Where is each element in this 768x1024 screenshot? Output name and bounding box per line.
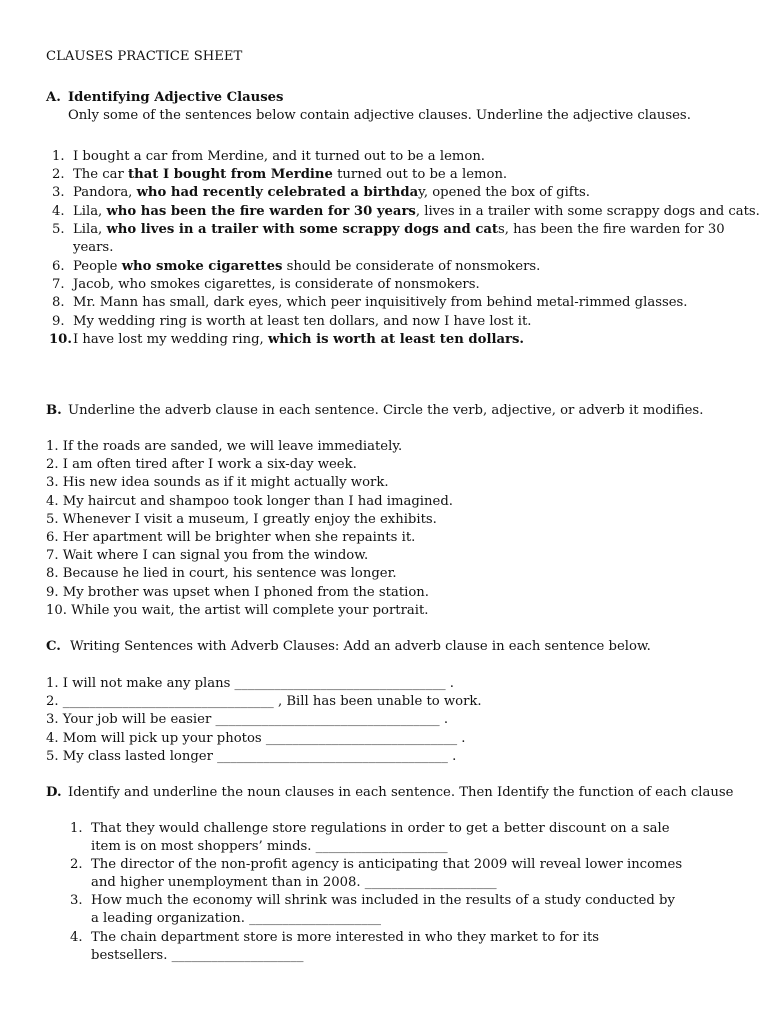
list-item-continuation: and higher unemployment than in 2008. ____________________ bbox=[91, 875, 497, 890]
list-item-number: 5. bbox=[52, 222, 65, 237]
list-item: 7. Wait where I can signal you from the window. bbox=[46, 548, 369, 564]
adjective-clause: that I bought from Merdine bbox=[128, 167, 333, 182]
list-item-number: 3. bbox=[70, 893, 83, 908]
section-b-instructions: Underline the adverb clause in each sentence. Circle the verb, adjective, or adverb it modifies. bbox=[68, 403, 704, 418]
adjective-clause: which is worth at least ten dollars. bbox=[267, 332, 524, 347]
list-item-text bbox=[73, 184, 590, 202]
sentence-fragment: s, has been the fire warden for 30 bbox=[498, 222, 725, 237]
list-item: 2. I am often tired after I work a six-day week. bbox=[46, 457, 357, 473]
list-item-text bbox=[73, 313, 531, 331]
list-item-number: 6. bbox=[52, 259, 65, 274]
list-item-number: 8. bbox=[52, 295, 65, 310]
list-item-number: 4. bbox=[52, 204, 65, 219]
list-item-text: That they would challenge store regulations in order to get a better discount on a sale bbox=[91, 821, 670, 836]
list-item-text: The chain department store is more interested in who they market to for its bbox=[91, 930, 600, 945]
list-item-text bbox=[73, 294, 688, 312]
sentence-fragment: I have lost my wedding ring, bbox=[73, 332, 268, 347]
list-item-continuation: years. bbox=[73, 240, 114, 255]
list-item-continuation: item is on most shoppers’ minds. ____________________ bbox=[91, 839, 448, 854]
list-item: 10. While you wait, the artist will complete your portrait. bbox=[46, 602, 429, 618]
list-item: 1. I will not make any plans ________________________________ . bbox=[46, 676, 454, 691]
section-b-letter: B. bbox=[46, 403, 62, 418]
section-c-instructions: Writing Sentences with Adverb Clauses: Add an adverb clause in each sentence below. bbox=[70, 639, 651, 654]
sentence-fragment: Pandora, bbox=[73, 185, 137, 200]
list-item-text bbox=[73, 148, 485, 166]
list-item: 6. Her apartment will be brighter when she repaints it. bbox=[46, 530, 416, 545]
list-item: 5. My class lasted longer ___________________________________ . bbox=[46, 748, 457, 764]
list-item-text bbox=[73, 331, 524, 349]
sentence-fragment: The car bbox=[73, 167, 129, 182]
sentence-fragment: should be considerate of nonsmokers. bbox=[282, 259, 541, 274]
list-item-text bbox=[73, 203, 760, 221]
list-item-text bbox=[73, 166, 507, 184]
list-item-text bbox=[73, 258, 540, 276]
list-item-number: 3. bbox=[52, 185, 65, 200]
sentence-fragment: Lila, bbox=[73, 204, 107, 219]
section-a-letter: A. bbox=[46, 90, 61, 105]
sentence-fragment: I bought a car from Merdine, and it turned out to be a lemon. bbox=[73, 149, 485, 164]
list-item-text bbox=[73, 221, 725, 239]
list-item-text: The director of the non-profit agency is anticipating that 2009 will reveal lower incomes bbox=[91, 857, 683, 872]
list-item: 1. If the roads are sanded, we will leave immediately. bbox=[46, 439, 403, 454]
list-item-text bbox=[73, 276, 480, 294]
sentence-fragment: turned out to be a lemon. bbox=[332, 167, 508, 182]
list-item: 5. Whenever I visit a museum, I greatly enjoy the exhibits. bbox=[46, 511, 437, 527]
sentence-fragment: Jacob, who smokes cigarettes, is considerate of nonsmokers. bbox=[73, 277, 480, 292]
list-item: 4. My haircut and shampoo took longer than I had imagined. bbox=[46, 493, 453, 509]
adjective-clause: who has been the fire warden for 30 years bbox=[106, 204, 416, 219]
adjective-clause: who had recently celebrated a birthda bbox=[136, 185, 419, 200]
list-item: 4. Mom will pick up your photos _____________________________ . bbox=[46, 730, 466, 746]
list-item: 8. Because he lied in court, his sentence was longer. bbox=[46, 566, 397, 582]
sentence-fragment: y, opened the box of gifts. bbox=[418, 185, 590, 200]
list-item: 3. His new idea sounds as if it might actually work. bbox=[46, 475, 389, 491]
adjective-clause: who smoke cigarettes bbox=[121, 259, 283, 274]
section-a-heading: Identifying Adjective Clauses bbox=[68, 90, 284, 105]
list-item-number: 1. bbox=[70, 821, 83, 836]
page-title: CLAUSES PRACTICE SHEET bbox=[46, 49, 243, 64]
sentence-fragment: Mr. Mann has small, dark eyes, which peer inquisitively from behind metal-rimmed glasses. bbox=[73, 295, 688, 310]
list-item-continuation: bestsellers. ____________________ bbox=[91, 948, 304, 963]
sentence-fragment: , lives in a trailer with some scrappy dogs and cats. bbox=[415, 204, 760, 219]
sentence-fragment: Lila, bbox=[73, 222, 107, 237]
list-item-number: 1. bbox=[52, 149, 65, 164]
list-item-number: 7. bbox=[52, 277, 65, 292]
list-item-number: 9. bbox=[52, 314, 65, 329]
list-item-number: 10. bbox=[49, 332, 72, 347]
list-item-text: How much the economy will shrink was included in the results of a study conducted by bbox=[91, 893, 675, 908]
sentence-fragment: People bbox=[73, 259, 122, 274]
section-d-letter: D. bbox=[46, 785, 62, 800]
list-item-number: 4. bbox=[70, 930, 83, 945]
list-item-number: 2. bbox=[70, 857, 83, 872]
list-item-number: 2. bbox=[52, 167, 65, 182]
list-item: 2. ________________________________ , Bill has been unable to work. bbox=[46, 694, 482, 710]
section-d-instructions: Identify and underline the noun clauses in each sentence. Then Identify the function of each clause bbox=[68, 785, 734, 800]
section-a-instructions: Only some of the sentences below contain adjective clauses. Underline the adjective clauses. bbox=[68, 108, 691, 123]
list-item: 3. Your job will be easier __________________________________ . bbox=[46, 712, 449, 728]
list-item: 9. My brother was upset when I phoned from the station. bbox=[46, 584, 429, 600]
sentence-fragment: My wedding ring is worth at least ten dollars, and now I have lost it. bbox=[73, 314, 532, 329]
adjective-clause: who lives in a trailer with some scrappy dogs and cat bbox=[106, 222, 499, 237]
section-c-letter: C. bbox=[46, 639, 61, 654]
list-item-continuation: a leading organization. ____________________ bbox=[91, 911, 382, 926]
